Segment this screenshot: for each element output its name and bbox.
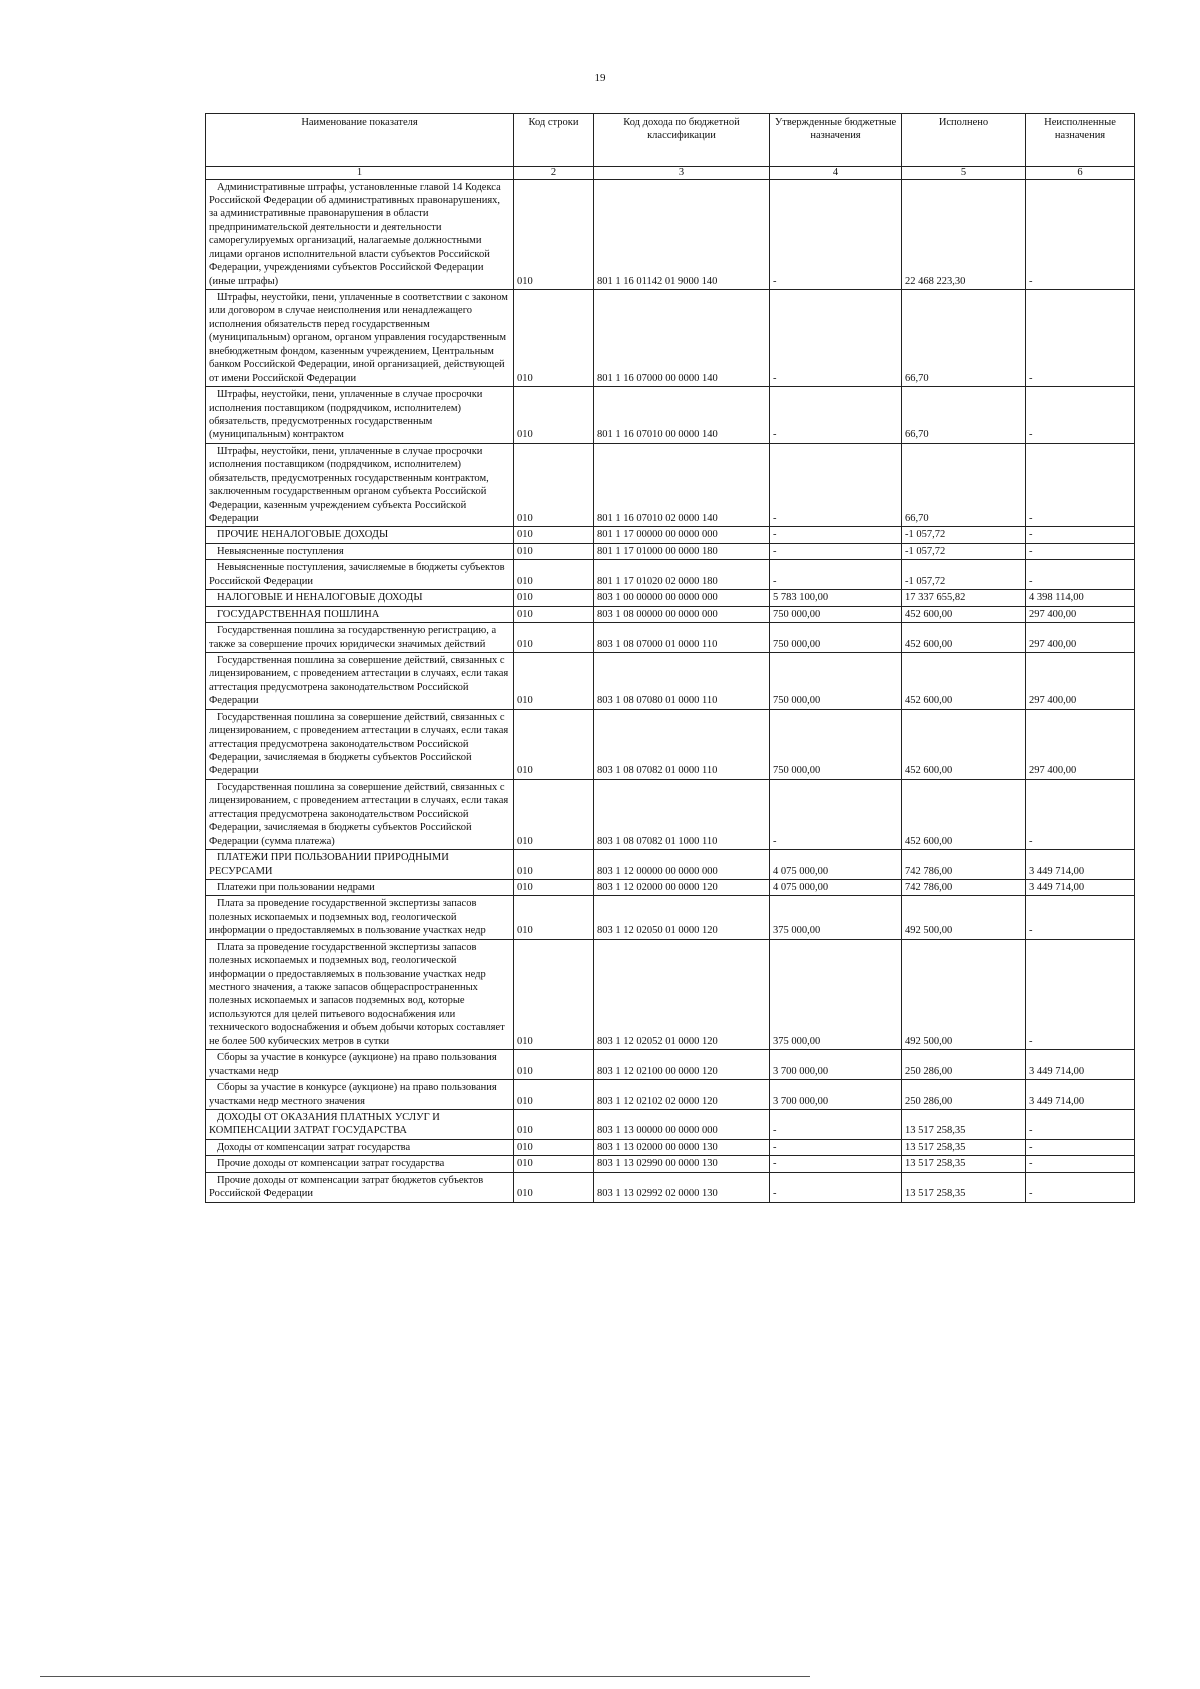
table-row: [206, 1080, 1135, 1110]
cell-income-code: 801 1 16 07010 00 0000 140: [594, 387, 770, 444]
cell-row-code: 010: [514, 590, 594, 606]
column-number: 3: [594, 167, 770, 180]
cell-income-code: 801 1 16 01142 01 9000 140: [594, 179, 770, 290]
cell-executed: 492 500,00: [902, 939, 1026, 1050]
table-body: [206, 179, 1135, 1202]
cell-unexecuted: -: [1026, 527, 1135, 543]
cell-unexecuted: 297 400,00: [1026, 606, 1135, 622]
cell-indicator-name: [206, 652, 514, 709]
cell-approved: 3 700 000,00: [770, 1050, 902, 1080]
cell-row-code: 010: [514, 443, 594, 527]
cell-executed: 452 600,00: [902, 652, 1026, 709]
cell-row-code: 010: [514, 709, 594, 779]
cell-unexecuted: -: [1026, 1172, 1135, 1202]
cell-row-code: 010: [514, 560, 594, 590]
header-row: [206, 114, 1135, 167]
cell-income-code: 803 1 12 02000 00 0000 120: [594, 879, 770, 895]
cell-approved: -: [770, 527, 902, 543]
cell-unexecuted: 3 449 714,00: [1026, 1050, 1135, 1080]
cell-indicator-name: [206, 1080, 514, 1110]
cell-executed: 66,70: [902, 290, 1026, 387]
table-row: [206, 179, 1135, 290]
cell-executed: 250 286,00: [902, 1080, 1026, 1110]
header-executed: Исполнено: [902, 114, 1026, 167]
cell-approved: -: [770, 560, 902, 590]
cell-unexecuted: 297 400,00: [1026, 623, 1135, 653]
cell-executed: 250 286,00: [902, 1050, 1026, 1080]
cell-income-code: 803 1 12 00000 00 0000 000: [594, 850, 770, 880]
header-income-code: Код дохода по бюджетной классификации: [594, 114, 770, 167]
cell-approved: -: [770, 1156, 902, 1172]
table-row: [206, 779, 1135, 849]
table-row: [206, 879, 1135, 895]
indicator-name-text: Административные штрафы, установленные главой 14 Кодекса Российской Федерации об административных правонарушениях, за административные правонарушения в области предпринимательской деятельности и деятельности саморегулируемых организаций, налагаемые должностными лицами органов исполнительной власти субъектов Российской Федерации, учреждениями субъектов Российской Федерации (иные штрафы): [209, 181, 501, 287]
indicator-name-text: ПРОЧИЕ НЕНАЛОГОВЫЕ ДОХОДЫ: [217, 529, 389, 541]
cell-unexecuted: -: [1026, 1139, 1135, 1155]
cell-income-code: 803 1 12 02052 01 0000 120: [594, 939, 770, 1050]
cell-unexecuted: -: [1026, 443, 1135, 527]
cell-row-code: 010: [514, 623, 594, 653]
cell-row-code: 010: [514, 879, 594, 895]
cell-indicator-name: [206, 896, 514, 939]
cell-indicator-name: [206, 850, 514, 880]
cell-row-code: 010: [514, 779, 594, 849]
cell-unexecuted: 3 449 714,00: [1026, 850, 1135, 880]
cell-income-code: 803 1 08 00000 00 0000 000: [594, 606, 770, 622]
cell-indicator-name: [206, 779, 514, 849]
column-numbers-row: [206, 167, 1135, 180]
cell-indicator-name: [206, 1172, 514, 1202]
header-unexecuted: Неисполненные назначения: [1026, 114, 1135, 167]
cell-indicator-name: [206, 1139, 514, 1155]
cell-executed: 66,70: [902, 443, 1026, 527]
cell-row-code: 010: [514, 543, 594, 559]
cell-income-code: 803 1 13 02000 00 0000 130: [594, 1139, 770, 1155]
cell-income-code: 803 1 12 02050 01 0000 120: [594, 896, 770, 939]
indicator-name-text: Платежи при пользовании недрами: [217, 881, 375, 893]
cell-executed: -1 057,72: [902, 543, 1026, 559]
cell-executed: 13 517 258,35: [902, 1172, 1026, 1202]
indicator-name-text: Невыясненные поступления, зачисляемые в бюджеты субъектов Российской Федерации: [209, 562, 505, 587]
indicator-name-text: Государственная пошлина за совершение действий, связанных с лицензированием, с проведением аттестации в случаях, если такая аттестация предусмотрена законодательством Российской Федерации, зачисляемая в бюджеты субъектов Российской Федерации: [209, 711, 509, 777]
indicator-name-text: Штрафы, неустойки, пени, уплаченные в случае просрочки исполнения поставщиком (подрядчиком, исполнителем) обязательств, предусмотренных государственным контрактом, заключенным государственным органом субъекта Российской Федерации, казенным учреждением субъекта Российской Федерации: [209, 445, 489, 525]
cell-row-code: 010: [514, 1050, 594, 1080]
cell-indicator-name: [206, 387, 514, 444]
cell-approved: 3 700 000,00: [770, 1080, 902, 1110]
cell-executed: 452 600,00: [902, 779, 1026, 849]
cell-indicator-name: [206, 1050, 514, 1080]
indicator-name-text: Прочие доходы от компенсации затрат государства: [217, 1158, 445, 1170]
cell-approved: -: [770, 290, 902, 387]
cell-row-code: 010: [514, 179, 594, 290]
indicator-name-text: Штрафы, неустойки, пени, уплаченные в соответствии с законом или договором в случае неисполнения или ненадлежащего исполнения обязательств перед государственным (муниципальным) органом, органом управления государственным внебюджетным фондом, казенным учреждением, Центральным банком Российской Федерации, иной организацией, действующей от имени Российской Федерации: [209, 292, 508, 384]
cell-income-code: 801 1 16 07000 00 0000 140: [594, 290, 770, 387]
cell-approved: 5 783 100,00: [770, 590, 902, 606]
cell-unexecuted: -: [1026, 896, 1135, 939]
cell-indicator-name: [206, 560, 514, 590]
cell-unexecuted: -: [1026, 387, 1135, 444]
cell-executed: 452 600,00: [902, 606, 1026, 622]
cell-income-code: 803 1 08 07082 01 0000 110: [594, 709, 770, 779]
cell-approved: 750 000,00: [770, 623, 902, 653]
cell-income-code: 803 1 12 02100 00 0000 120: [594, 1050, 770, 1080]
indicator-name-text: ПЛАТЕЖИ ПРИ ПОЛЬЗОВАНИИ ПРИРОДНЫМИ РЕСУРСАМИ: [209, 852, 449, 877]
indicator-name-text: Государственная пошлина за совершение действий, связанных с лицензированием, с проведением аттестации в случаях, если такая аттестация предусмотрена законодательством Российской Федерации: [209, 654, 509, 707]
table-row: [206, 443, 1135, 527]
cell-unexecuted: 297 400,00: [1026, 652, 1135, 709]
cell-indicator-name: [206, 606, 514, 622]
table-row: [206, 939, 1135, 1050]
cell-indicator-name: [206, 543, 514, 559]
cell-executed: 66,70: [902, 387, 1026, 444]
cell-row-code: 010: [514, 527, 594, 543]
cell-unexecuted: -: [1026, 543, 1135, 559]
indicator-name-text: ГОСУДАРСТВЕННАЯ ПОШЛИНА: [217, 608, 380, 620]
cell-indicator-name: [206, 1109, 514, 1139]
indicator-name-text: Сборы за участие в конкурсе (аукционе) на право пользования участками недр местного значения: [209, 1082, 497, 1107]
indicator-name-text: Плата за проведение государственной экспертизы запасов полезных ископаемых и подземных вод, геологической информации о предоставляемых в пользование участках недр местного значения, а также запасов общераспространенных полезных ископаемых и запасов подземных вод, которые используются для целей питьевого водоснабжения или технического водоснабжения и объем добычи которых составляет не более 500 кубических метров в сутки: [209, 941, 505, 1047]
cell-approved: 750 000,00: [770, 652, 902, 709]
table-row: [206, 543, 1135, 559]
revenue-table: [205, 113, 1135, 1203]
cell-approved: -: [770, 1172, 902, 1202]
table-row: [206, 387, 1135, 444]
cell-approved: 4 075 000,00: [770, 850, 902, 880]
cell-approved: 375 000,00: [770, 939, 902, 1050]
table-row: [206, 1139, 1135, 1155]
cell-executed: 13 517 258,35: [902, 1109, 1026, 1139]
header-approved: Утвержденные бюджетные назначения: [770, 114, 902, 167]
cell-income-code: 803 1 13 02990 00 0000 130: [594, 1156, 770, 1172]
indicator-name-text: Плата за проведение государственной экспертизы запасов полезных ископаемых и подземных вод, геологической информации о предоставляемых в пользование участках недр: [209, 898, 486, 937]
cell-unexecuted: 3 449 714,00: [1026, 1080, 1135, 1110]
cell-approved: -: [770, 387, 902, 444]
cell-executed: 22 468 223,30: [902, 179, 1026, 290]
cell-income-code: 803 1 08 07000 01 0000 110: [594, 623, 770, 653]
table-row: [206, 1172, 1135, 1202]
cell-row-code: 010: [514, 850, 594, 880]
cell-unexecuted: 297 400,00: [1026, 709, 1135, 779]
column-number: 1: [206, 167, 514, 180]
table-row: [206, 623, 1135, 653]
cell-indicator-name: [206, 1156, 514, 1172]
cell-executed: 17 337 655,82: [902, 590, 1026, 606]
indicator-name-text: Штрафы, неустойки, пени, уплаченные в случае просрочки исполнения поставщиком (подрядчиком, исполнителем) обязательств, предусмотренных государственным (муниципальным) контрактом: [209, 389, 483, 441]
table-row: [206, 606, 1135, 622]
cell-unexecuted: 4 398 114,00: [1026, 590, 1135, 606]
cell-approved: 750 000,00: [770, 709, 902, 779]
cell-executed: -1 057,72: [902, 527, 1026, 543]
cell-income-code: 803 1 08 07082 01 1000 110: [594, 779, 770, 849]
cell-indicator-name: [206, 179, 514, 290]
cell-executed: 13 517 258,35: [902, 1139, 1026, 1155]
cell-unexecuted: -: [1026, 1109, 1135, 1139]
cell-row-code: 010: [514, 939, 594, 1050]
table-row: [206, 1050, 1135, 1080]
table-row: [206, 590, 1135, 606]
cell-row-code: 010: [514, 606, 594, 622]
table-row: [206, 1156, 1135, 1172]
cell-approved: -: [770, 1109, 902, 1139]
cell-row-code: 010: [514, 1109, 594, 1139]
table-row: [206, 709, 1135, 779]
cell-unexecuted: -: [1026, 939, 1135, 1050]
cell-indicator-name: [206, 527, 514, 543]
cell-approved: -: [770, 779, 902, 849]
cell-indicator-name: [206, 939, 514, 1050]
column-number: 6: [1026, 167, 1135, 180]
header-row-code: Код строки: [514, 114, 594, 167]
bottom-divider: [40, 1676, 810, 1677]
table-row: [206, 652, 1135, 709]
table-row: [206, 290, 1135, 387]
cell-row-code: 010: [514, 1156, 594, 1172]
cell-approved: 375 000,00: [770, 896, 902, 939]
cell-unexecuted: -: [1026, 560, 1135, 590]
column-number: 4: [770, 167, 902, 180]
cell-income-code: 801 1 17 01020 02 0000 180: [594, 560, 770, 590]
cell-income-code: 801 1 17 01000 00 0000 180: [594, 543, 770, 559]
cell-income-code: 803 1 00 00000 00 0000 000: [594, 590, 770, 606]
cell-executed: -1 057,72: [902, 560, 1026, 590]
cell-row-code: 010: [514, 290, 594, 387]
cell-unexecuted: -: [1026, 1156, 1135, 1172]
table-row: [206, 527, 1135, 543]
cell-unexecuted: 3 449 714,00: [1026, 879, 1135, 895]
indicator-name-text: Доходы от компенсации затрат государства: [217, 1141, 411, 1153]
cell-executed: 13 517 258,35: [902, 1156, 1026, 1172]
cell-indicator-name: [206, 879, 514, 895]
cell-approved: -: [770, 543, 902, 559]
cell-indicator-name: [206, 290, 514, 387]
cell-row-code: 010: [514, 1139, 594, 1155]
cell-unexecuted: -: [1026, 290, 1135, 387]
indicator-name-text: Государственная пошлина за государственную регистрацию, а также за совершение прочих юридически значимых действий: [209, 625, 497, 650]
cell-income-code: 803 1 08 07080 01 0000 110: [594, 652, 770, 709]
column-number: 5: [902, 167, 1026, 180]
cell-approved: -: [770, 179, 902, 290]
table-row: [206, 850, 1135, 880]
column-number: 2: [514, 167, 594, 180]
cell-unexecuted: -: [1026, 179, 1135, 290]
cell-approved: -: [770, 443, 902, 527]
cell-income-code: 801 1 16 07010 02 0000 140: [594, 443, 770, 527]
header-indicator-name: Наименование показателя: [206, 114, 514, 167]
cell-income-code: 803 1 12 02102 02 0000 120: [594, 1080, 770, 1110]
cell-indicator-name: [206, 443, 514, 527]
page-number: 19: [594, 72, 606, 84]
cell-income-code: 801 1 17 00000 00 0000 000: [594, 527, 770, 543]
cell-indicator-name: [206, 709, 514, 779]
table-row: [206, 896, 1135, 939]
cell-row-code: 010: [514, 387, 594, 444]
cell-executed: 452 600,00: [902, 709, 1026, 779]
cell-executed: 492 500,00: [902, 896, 1026, 939]
cell-income-code: 803 1 13 00000 00 0000 000: [594, 1109, 770, 1139]
cell-executed: 742 786,00: [902, 879, 1026, 895]
cell-indicator-name: [206, 590, 514, 606]
indicator-name-text: Сборы за участие в конкурсе (аукционе) на право пользования участками недр: [209, 1052, 497, 1077]
indicator-name-text: НАЛОГОВЫЕ И НЕНАЛОГОВЫЕ ДОХОДЫ: [217, 592, 423, 604]
indicator-name-text: Государственная пошлина за совершение действий, связанных с лицензированием, с проведением аттестации в случаях, если такая аттестация предусмотрена законодательством Российской Федерации, зачисляемая в бюджеты субъектов Российской Федерации (сумма платежа): [209, 781, 509, 847]
cell-indicator-name: [206, 623, 514, 653]
cell-row-code: 010: [514, 1080, 594, 1110]
cell-approved: 4 075 000,00: [770, 879, 902, 895]
indicator-name-text: Невыясненные поступления: [217, 545, 344, 557]
indicator-name-text: ДОХОДЫ ОТ ОКАЗАНИЯ ПЛАТНЫХ УСЛУГ И КОМПЕНСАЦИИ ЗАТРАТ ГОСУДАРСТВА: [209, 1111, 440, 1137]
cell-row-code: 010: [514, 1172, 594, 1202]
cell-executed: 452 600,00: [902, 623, 1026, 653]
cell-unexecuted: -: [1026, 779, 1135, 849]
cell-row-code: 010: [514, 652, 594, 709]
cell-executed: 742 786,00: [902, 850, 1026, 880]
cell-approved: 750 000,00: [770, 606, 902, 622]
table-row: [206, 560, 1135, 590]
table-row: [206, 1109, 1135, 1139]
indicator-name-text: Прочие доходы от компенсации затрат бюджетов субъектов Российской Федерации: [209, 1174, 484, 1200]
cell-row-code: 010: [514, 896, 594, 939]
cell-income-code: 803 1 13 02992 02 0000 130: [594, 1172, 770, 1202]
cell-approved: -: [770, 1139, 902, 1155]
